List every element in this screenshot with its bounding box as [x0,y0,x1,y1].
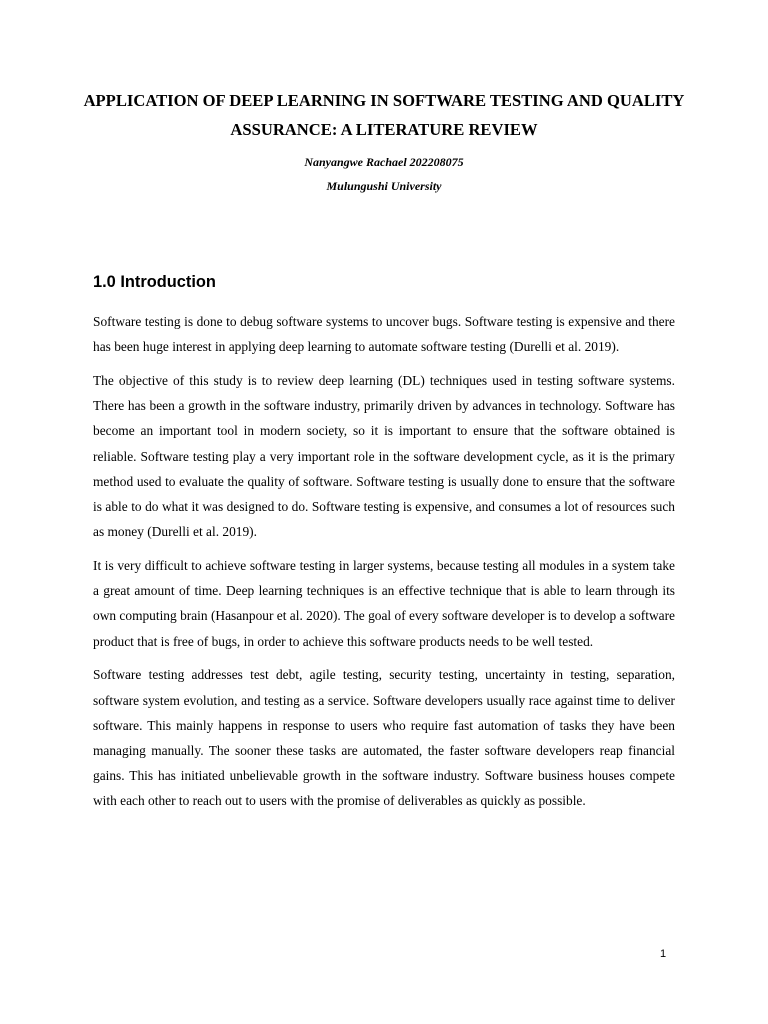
affiliation-line: Mulungushi University [326,179,442,193]
paragraph: Software testing addresses test debt, agile testing, security testing, uncertainty in testing, separation, software system evolution, and testing as a service. Software developers usually race against time to deliver software. This mainly happens in response to users who require fast automation of tasks they have been managing manually. The sooner these tasks are automated, the faster software developers reap financial gains. This has initiated unbelievable growth in the software industry. Software business houses compete with each other to reach out to users with the promise of deliverables as quickly as possible. [93,667,675,809]
section-heading-introduction: 1.0 Introduction [93,273,216,291]
paragraph: The objective of this study is to review deep learning (DL) techniques used in testing software systems. There has been a growth in the software industry, primarily driven by advances in technology. Software has become an important tool in modern society, so it is important to ensure that the software obtained is reliable. Software testing play a very important role in the software development cycle, as it is the primary method used to evaluate the quality of software. Software testing is usually done to ensure that the software is able to do what it was designed to do. Software testing is expensive, and consumes a lot of resources such as money (Durelli et al. 2019). [93,373,675,540]
author-line: Nanyangwe Rachael 202208075 [304,155,464,169]
paragraph: It is very difficult to achieve software testing in larger systems, because testing all modules in a system take a great amount of time. Deep learning techniques is an effective technique that is able to learn through its own computing brain (Hasanpour et al. 2020). The goal of every software developer is to develop a software product that is free of bugs, in order to achieve this software products needs to be well tested. [93,558,675,649]
section-body [93,309,675,822]
paragraph: Software testing is done to debug software systems to uncover bugs. Software testing is expensive and there has been huge interest in applying deep learning to automate software testing (Durelli et al. 2019). [93,314,675,355]
paper-title: APPLICATION OF DEEP LEARNING IN SOFTWARE TESTING AND QUALITY ASSURANCE: A LITERATURE REVIEW [83,91,685,139]
page-number: 1 [660,948,667,960]
